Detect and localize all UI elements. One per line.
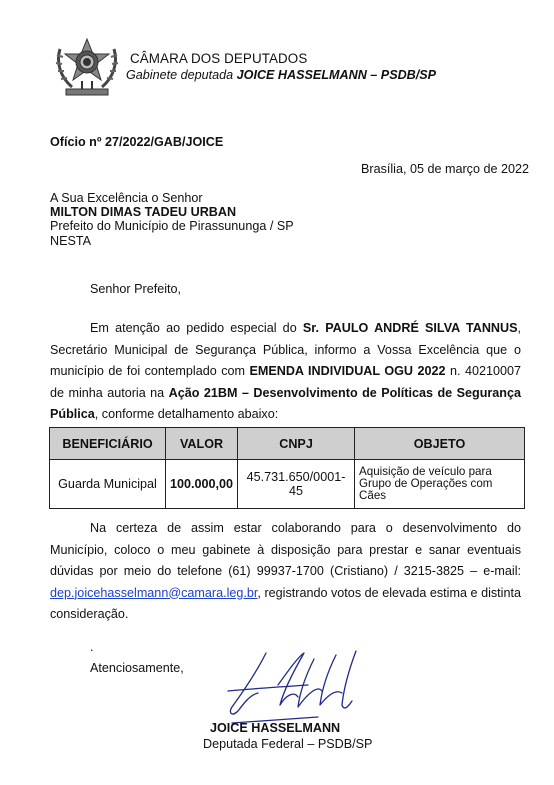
header-cnpj: CNPJ (238, 428, 355, 460)
table-row (50, 460, 525, 509)
cell-beneficiario: Guarda Municipal (50, 460, 166, 509)
cell-objeto: Aquisição de veículo para Grupo de Operações com Cães (355, 460, 525, 509)
recipient-title: Prefeito do Município de Pirassununga / SP (50, 219, 294, 233)
signer-name: JOICE HASSELMANN (210, 721, 341, 735)
recipient-name: MILTON DIMAS TADEU URBAN (50, 205, 237, 219)
recipient-salutation: A Sua Excelência o Senhor (50, 191, 203, 205)
recipient-location: NESTA (50, 234, 92, 248)
cabinet-line: Gabinete deputada JOICE HASSELMANN – PSDB/SP (126, 68, 437, 82)
table-header-row (50, 428, 525, 460)
brasao-icon (52, 37, 122, 97)
greeting: Senhor Prefeito, (90, 282, 182, 296)
emenda-table (49, 427, 525, 509)
header-beneficiario: BENEFICIÁRIO (50, 428, 166, 460)
oficio-ref: Ofício nº 27/2022/GAB/JOICE (50, 135, 224, 149)
closing: Atenciosamente, (90, 661, 184, 675)
org-name: CÂMARA DOS DEPUTADOS (130, 51, 308, 66)
cell-cnpj: 45.731.650/0001-45 (238, 460, 355, 509)
signer-role: Deputada Federal – PSDB/SP (203, 737, 373, 751)
email-link[interactable]: dep.joicehasselmann@camara.leg.br (50, 585, 258, 600)
dot: . (90, 640, 94, 654)
header-valor: VALOR (166, 428, 238, 460)
paragraph-2: Na certeza de assim estar colaborando para o desenvolvimento do Município, coloco o meu gabinete à disposição para prestar e sanar eventuais dúvidas por meio do telefone (61) 99937-1700 (Cristiano) / 3215-3825 – e-mail: dep.joicehasselmann@camara.leg.br, registrando votos de elevada estima e distinta consideração. (50, 521, 521, 621)
paragraph-1: Em atenção ao pedido especial do Sr. PAULO ANDRÉ SILVA TANNUS, Secretário Municipal de Segurança Pública, informo a Vossa Excelência que o município de foi contemplado com EMENDA INDIVIDUAL OGU 2022 n. 40210007 de minha autoria na Ação 21BM – Desenvolvimento de Políticas de Segurança Pública, conforme detalhamento abaixo: (50, 321, 522, 421)
header-objeto: OBJETO (355, 428, 525, 460)
cell-valor: 100.000,00 (166, 460, 238, 509)
letter-date: Brasília, 05 de março de 2022 (360, 162, 529, 176)
